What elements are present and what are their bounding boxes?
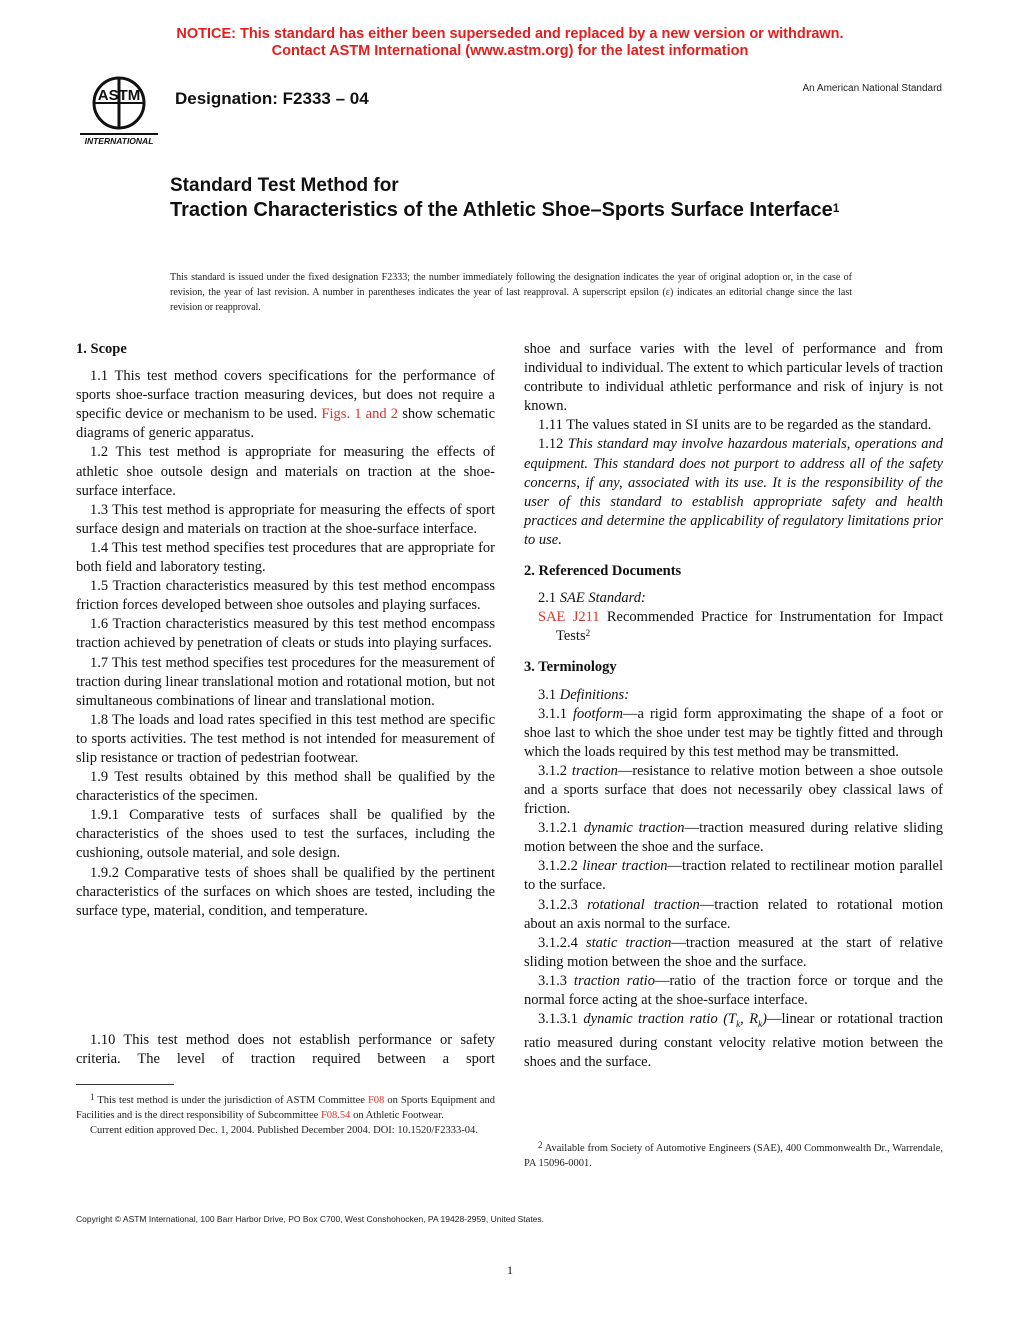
para-1-11: 1.11 The values stated in SI units are to be regarded as the standard. — [538, 417, 932, 434]
f08-54-link[interactable]: F08.54 — [320, 1110, 351, 1121]
footnote-1-edition: Current edition approved Dec. 1, 2004. Published December 2004. DOI: 10.1520/F2333-04. — [90, 1125, 478, 1136]
title-main: Traction Characteristics of the Athletic Shoe–Sports Surface Interface — [170, 199, 833, 221]
def-dynamic-traction-ratio: 3.1.3.1 dynamic traction ratio ($T_k$, $R_k)—linear$ or rotational traction ratio measured during constant velocity relative motion between the shoes and the surface. — [524, 1011, 944, 1071]
title-footnote-ref: 1 — [832, 201, 840, 215]
logo-letters: ASTM — [97, 87, 141, 104]
title-line-1: Standard Test Method for — [170, 175, 399, 196]
section-heading-terminology: 3. Terminology — [524, 659, 617, 676]
sae-reference-text: Recommended Practice for Instrumentation for Impact Tests — [556, 609, 943, 645]
para-3-1: 3.1 Definitions: — [538, 686, 630, 703]
footnote-rule — [76, 1084, 174, 1085]
sae-footnote-ref: 2 — [585, 628, 591, 639]
para-1-12-number: 1.12 — [538, 436, 568, 453]
copyright-line: Copyright © ASTM International, 100 Barr Harbor Drive, PO Box C700, West Conshohocken, PA 19428-2959, United States. — [76, 1214, 545, 1224]
def-traction-ratio: 3.1.3 traction ratio—ratio of the traction force or torque and the normal force acting at the shoe-surface interface. — [524, 972, 944, 1008]
f08-link[interactable]: F08 — [367, 1095, 385, 1106]
sae-reference — [524, 608, 943, 646]
designation: Designation: F2333 – 04 — [175, 89, 369, 108]
para-1-12 — [524, 435, 943, 550]
def-rotational-traction: 3.1.2.3 rotational traction—traction related to rotational motion about an axis normal to the surface. — [524, 896, 943, 932]
sae-j211-link[interactable]: SAE J211 — [538, 609, 600, 626]
para-1-6: 1.6 Traction characteristics measured by this test method encompass traction achieved by penetration of cleats or studs into playing surfaces. — [76, 616, 495, 652]
para-1-1-post: show schematic diagrams of generic apparatus. — [76, 406, 496, 442]
para-1-1 — [76, 367, 495, 443]
para-2-1 — [524, 589, 943, 608]
para-2-1-number: 2.1 — [538, 590, 560, 607]
figs-link[interactable]: Figs. 1 and 2 — [321, 406, 399, 423]
para-1-1-text: 1.1 This test method covers specifications for the performance of sports shoe-surface traction measuring devices, but does not require a specific device or mechanism to be used. — [76, 368, 495, 423]
astm-logo — [78, 73, 160, 149]
issuance-statement: This standard is issued under the fixed designation F2333; the number immediately following the designation indicates the year of original adoption or, in the case of revision, the year of last revision. A number in parentheses indicates the year of last reapproval. A superscript epsilon (ε) indicates an editorial change since the last revision or reapproval. — [170, 272, 852, 313]
title-line-2 — [170, 198, 870, 223]
astm-logo-icon — [78, 73, 160, 149]
para-1-4: 1.4 This test method specifies test procedures that are appropriate for both field and laboratory testing. — [76, 539, 495, 576]
def-footform: 3.1.1 footform—a rigid form approximating the shape of a foot or shoe last to which the shoe under test may be tightly fitted and through which the loads required by this test method may be transmitted. — [524, 705, 943, 760]
para-1-9-2: 1.9.2 Comparative tests of shoes shall be qualified by the pertinent characteristics of the surfaces on which shoes are tested, including the surface type, material, condition, and temperature. — [76, 864, 495, 919]
def-dynamic-traction: 3.1.2.1 dynamic traction—traction measured during relative sliding motion between the shoe and the surface. — [524, 820, 943, 856]
para-1-10-continued: shoe and surface varies with the level of performance and from individual to individual. The extent to which particular levels of traction contribute to individual athletic performance and risk of injury is not known. — [524, 341, 943, 415]
def-linear-traction: 3.1.2.2 linear traction—traction related to rectilinear motion parallel to the surface. — [524, 858, 943, 894]
section-heading-referenced-documents: 2. Referenced Documents — [524, 563, 682, 580]
para-1-9: 1.9 Test results obtained by this method shall be qualified by the characteristics of the specimen. — [76, 769, 495, 805]
para-1-10-left — [76, 1031, 495, 1071]
footnote-1: $^1$ This test method is under the jurisdiction of ASTM Committee F08 on Sports Equipment and Facilities and is the direct responsibility of Subcommittee F08.54 on Athletic Footwear. Current edition approved Dec. 1, 2004. Published December 2004. DOI: 10.1520/F2333-04. — [76, 1092, 495, 1136]
left-column — [76, 340, 495, 921]
page-number: 1 — [507, 1263, 513, 1277]
section-heading-scope: 1. Scope — [76, 341, 127, 357]
national-standard-label: An American National Standard — [802, 83, 942, 94]
notice-line-2: Contact ASTM International (www.astm.org) for the latest information — [271, 43, 749, 59]
logo-subtitle: INTERNATIONAL — [84, 136, 154, 146]
para-1-9-1: 1.9.1 Comparative tests of surfaces shall be qualified by the characteristics of the shoes used to test the surfaces, including the cushioning, outsole material, and sole design. — [76, 807, 495, 862]
notice-line-1: NOTICE: This standard has either been superseded and replaced by a new version or withdrawn. — [176, 26, 844, 42]
para-1-2: 1.2 This test method is appropriate for measuring the effects of athletic shoe outsole design and materials on traction at the shoe-surface interface. — [76, 444, 495, 499]
footnote-2: $^2$ Available from Society of Automotive Engineers (SAE), 400 Commonwealth Dr., Warrendale, PA 15096-0001. — [524, 1140, 943, 1169]
withdrawal-notice — [0, 26, 1020, 60]
para-1-5: 1.5 Traction characteristics measured by this test method encompass friction forces developed between shoe outsoles and playing surfaces. — [76, 578, 495, 614]
right-column — [524, 340, 943, 1072]
def-traction: 3.1.2 traction—resistance to relative motion between a shoe outsole and a sports surface that does not necessarily obey classical laws of friction. — [524, 762, 943, 818]
para-1-8: 1.8 The loads and load rates specified in this test method are specific to sports activities. The test method is not intended for measurement of slip resistance or traction of pedestrian footwear. — [76, 711, 495, 766]
para-2-1-text: SAE Standard: — [559, 590, 646, 607]
def-static-traction: 3.1.2.4 static traction—traction measured at the start of relative sliding motion between the shoe and the surface. — [524, 934, 943, 970]
para-1-12-text: This standard may involve hazardous materials, operations and equipment. This standard does not purport to address all of the safety concerns, if any, associated with its use. It is the responsibility of the user of this standard to establish appropriate safety and health practices and determine the applicability of regulatory limitations prior to use. — [524, 436, 944, 548]
para-1-7: 1.7 This test method specifies test procedures for the measurement of traction during linear translational motion and rotational motion, but not simultaneous combinations of linear and translational motion. — [76, 654, 495, 709]
para-1-10-start: 1.10 This test method does not establish performance or safety criteria. The level of traction required between a sport — [76, 1032, 495, 1068]
para-1-3: 1.3 This test method is appropriate for measuring the effects of sport surface design and materials on traction at the shoe-surface interface. — [76, 501, 495, 537]
